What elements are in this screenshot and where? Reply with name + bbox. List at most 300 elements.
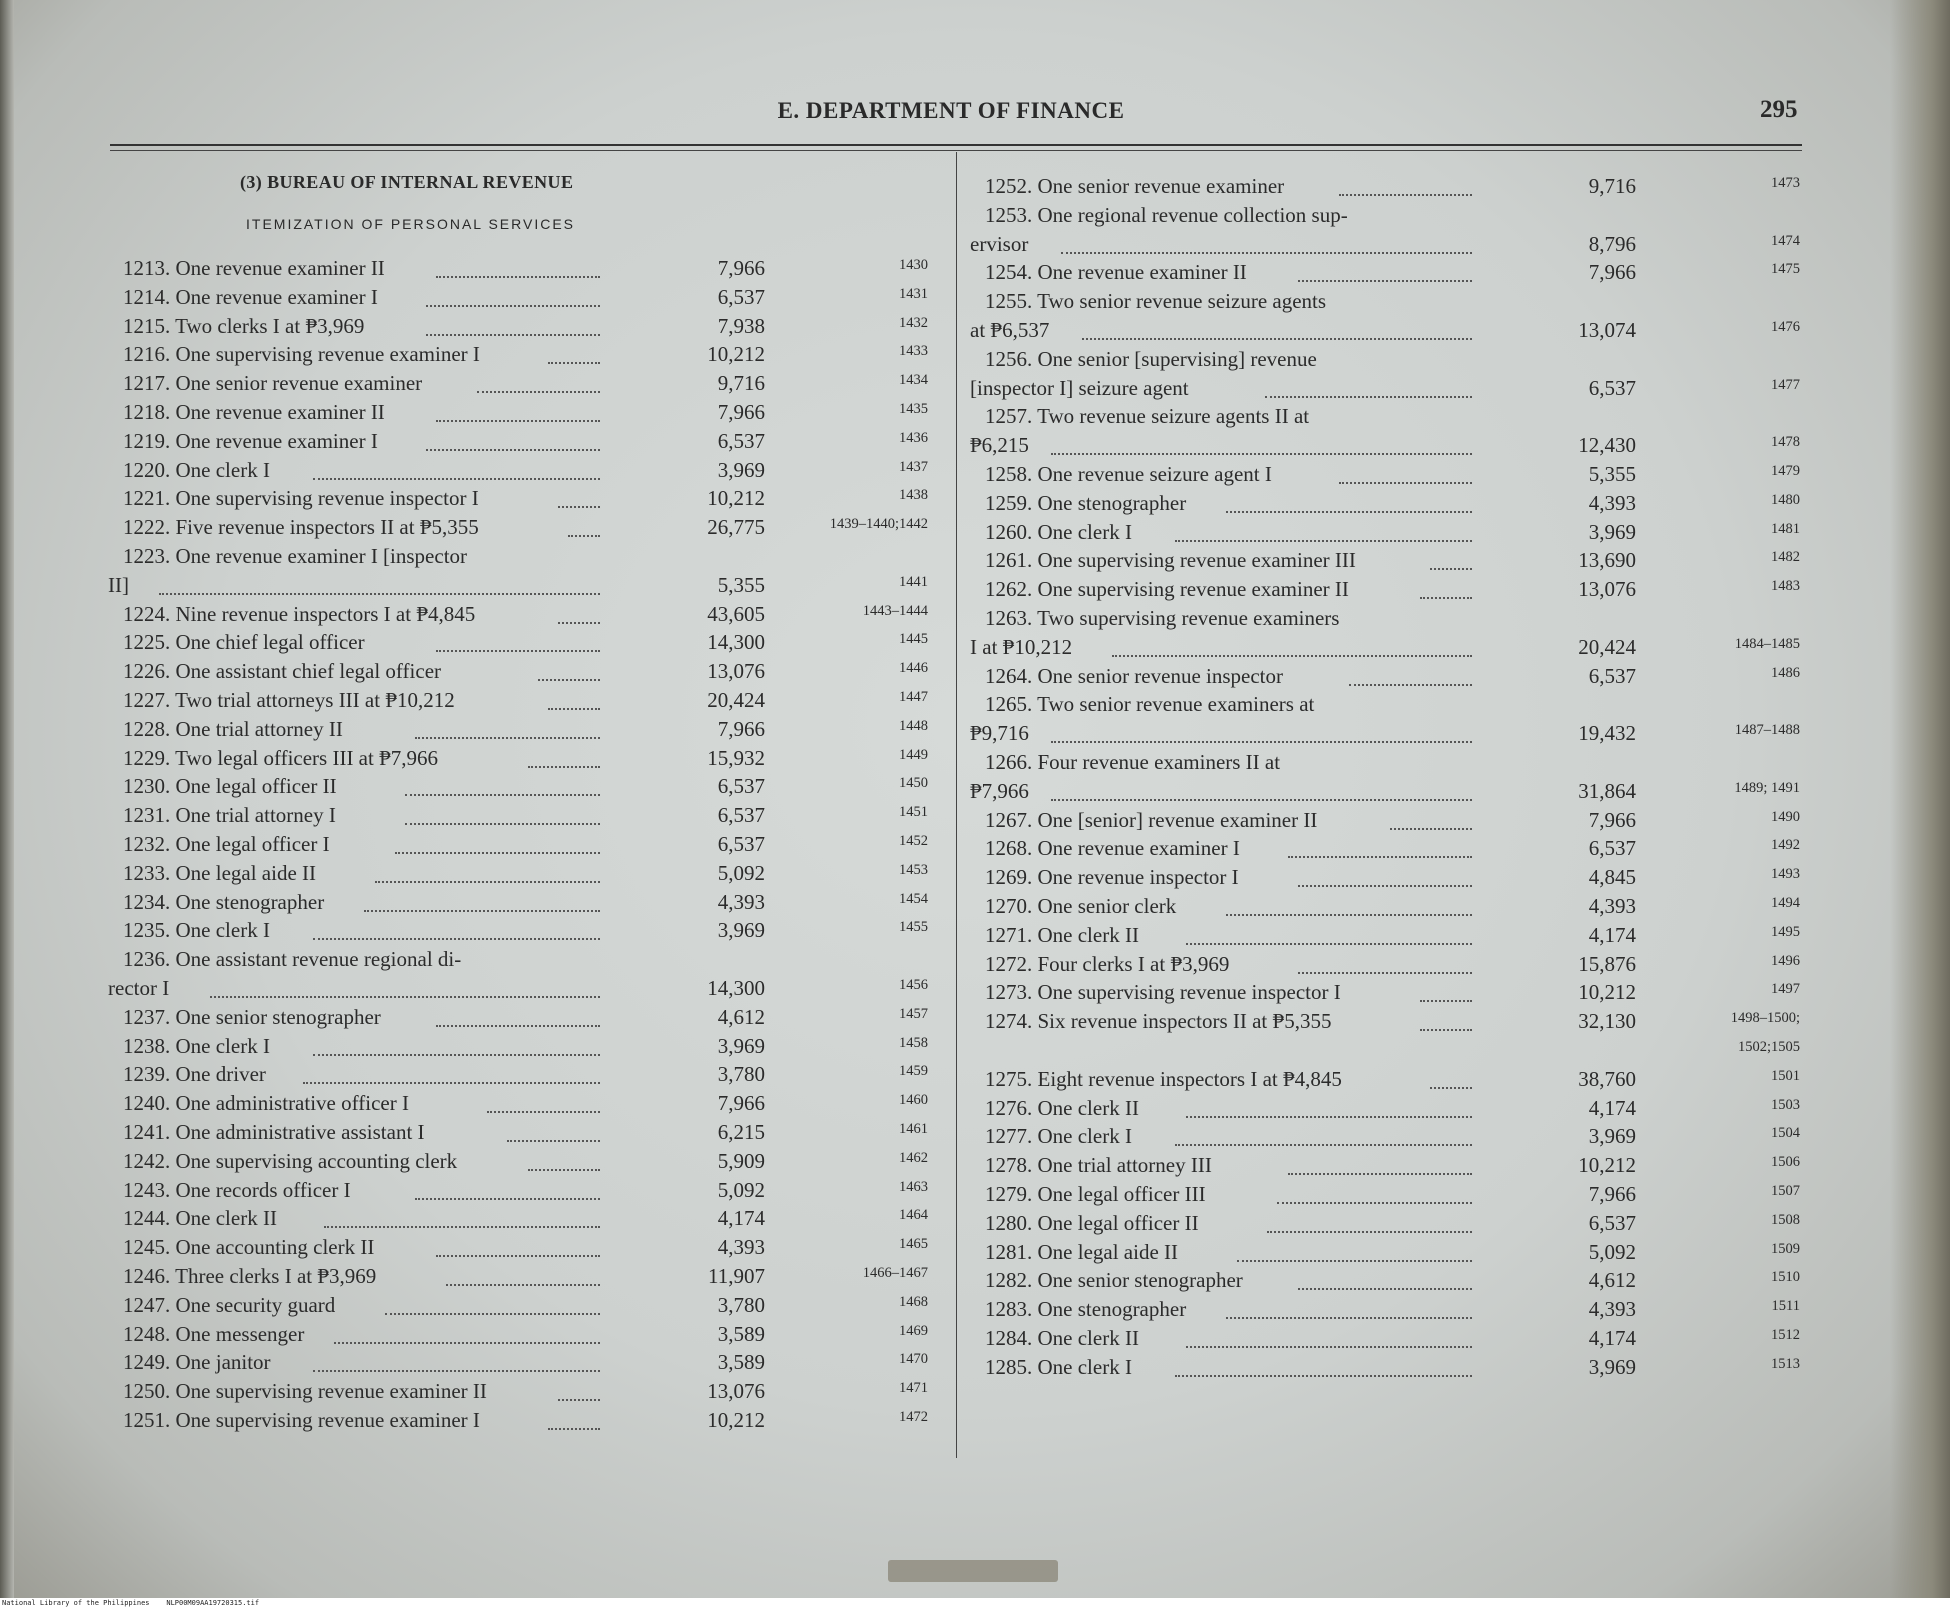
line-item-description-continued: I at ₱10,212 xyxy=(970,634,1073,659)
line-item-reference: 1483 xyxy=(1771,578,1800,595)
line-item-description: 1235. One clerk I xyxy=(123,918,270,943)
line-item-reference: 1450 xyxy=(899,775,928,792)
line-item xyxy=(0,577,1950,606)
dot-leader xyxy=(1051,453,1472,455)
dot-leader xyxy=(1339,194,1472,196)
dot-leader xyxy=(1339,482,1472,484)
line-item xyxy=(0,664,1950,693)
line-item-reference: 1478 xyxy=(1771,434,1800,451)
line-item-amount: 6,537 xyxy=(1588,663,1636,688)
dot-leader xyxy=(1082,338,1472,340)
line-item xyxy=(0,1124,1950,1153)
line-item-description: 1237. One senior stenographer xyxy=(123,1004,381,1029)
line-item-amount: 3,969 xyxy=(1588,519,1636,544)
line-item-reference: 1512 xyxy=(1771,1327,1800,1343)
line-item xyxy=(0,1211,1950,1240)
line-item-amount: 4,174 xyxy=(717,1206,765,1231)
line-item-reference: 1463 xyxy=(899,1178,928,1195)
line-item-reference: 1486 xyxy=(1771,664,1800,681)
line-item-description: 1244. One clerk II xyxy=(123,1206,277,1231)
line-item-amount: 4,174 xyxy=(1588,922,1636,947)
line-item-amount: 32,130 xyxy=(1578,1009,1636,1034)
line-item-reference: 1457 xyxy=(899,1005,928,1022)
dot-leader xyxy=(1298,972,1472,974)
line-item-description: 1248. One messenger xyxy=(123,1321,305,1346)
line-item-reference: 1468 xyxy=(899,1293,928,1310)
line-item-description: 1258. One revenue seizure agent I xyxy=(985,462,1272,486)
line-item-reference: 1458 xyxy=(899,1034,928,1051)
line-item-amount: 3,780 xyxy=(717,1062,765,1087)
line-item-description: 1278. One trial attorney III xyxy=(985,1153,1212,1178)
line-item-description: 1242. One supervising accounting clerk xyxy=(123,1148,458,1173)
line-item-amount: 8,796 xyxy=(1588,231,1636,256)
line-item-description: 1277. One clerk I xyxy=(985,1124,1132,1149)
line-item-description: 1263. Two supervising revenue examiners xyxy=(985,606,1340,630)
line-item xyxy=(0,836,1950,865)
header-rule xyxy=(110,144,1802,146)
line-item-amount: 4,393 xyxy=(1588,490,1636,515)
line-item-reference-continued: 1502;1505 xyxy=(1737,1038,1800,1055)
line-item-reference: 1436 xyxy=(899,429,928,446)
dot-leader xyxy=(1265,396,1472,398)
line-item-amount: 11,907 xyxy=(708,1264,765,1288)
line-item-reference: 1456 xyxy=(899,976,928,993)
dot-leader xyxy=(1420,597,1472,599)
line-item-amount: 7,966 xyxy=(1588,260,1636,285)
line-item-reference: 1432 xyxy=(899,314,928,331)
line-item-reference: 1459 xyxy=(899,1063,928,1080)
line-item-description: 1221. One supervising revenue inspector I xyxy=(123,486,479,511)
line-item-description: 1284. One clerk II xyxy=(985,1326,1139,1350)
line-item-amount: 3,969 xyxy=(1588,1354,1636,1379)
line-item xyxy=(0,894,1950,923)
line-item-reference: 1506 xyxy=(1771,1154,1800,1171)
dot-leader xyxy=(1175,1375,1472,1377)
line-item-amount: 3,969 xyxy=(717,457,765,482)
line-item xyxy=(0,462,1950,491)
line-item-description: 1214. One revenue examiner I xyxy=(123,284,378,309)
line-item-reference: 1445 xyxy=(899,631,928,648)
line-item xyxy=(0,808,1950,837)
line-item-description: 1217. One senior revenue examiner xyxy=(123,371,423,396)
line-item-reference: 1451 xyxy=(899,804,928,821)
line-item-description: 1226. One assistant chief legal officer xyxy=(123,659,442,684)
line-item-amount: 4,174 xyxy=(1588,1095,1636,1120)
line-item-description: 1230. One legal officer II xyxy=(123,774,337,799)
line-item-description: 1240. One administrative officer I xyxy=(123,1091,409,1116)
line-item-description: 1274. Six revenue inspectors II at ₱5,355 xyxy=(985,1009,1332,1034)
line-item-reference: 1461 xyxy=(899,1121,928,1137)
line-item-amount: 9,716 xyxy=(1588,174,1636,198)
line-item-reference: 1466–1467 xyxy=(862,1265,928,1281)
line-item-reference: 1497 xyxy=(1771,981,1800,998)
line-item xyxy=(0,548,1950,577)
dot-leader xyxy=(1420,1029,1472,1031)
line-item-reference: 1437 xyxy=(899,458,928,475)
line-item xyxy=(0,1355,1950,1384)
line-item-reference: 1430 xyxy=(899,257,928,273)
line-item-amount: 7,966 xyxy=(1588,1182,1636,1206)
line-item-amount: 5,355 xyxy=(717,572,765,597)
line-item-amount: 7,966 xyxy=(717,716,765,741)
line-item-description: 1227. Two trial attorneys III at ₱10,212 xyxy=(123,688,455,712)
line-item-description: 1268. One revenue examiner I xyxy=(985,836,1240,861)
dot-leader xyxy=(1288,856,1472,858)
line-item-reference: 1474 xyxy=(1771,232,1800,249)
dot-leader xyxy=(1112,655,1472,657)
line-item-amount: 15,932 xyxy=(707,745,765,770)
line-item-reference: 1492 xyxy=(1771,837,1800,854)
line-item-amount: 19,432 xyxy=(1578,721,1636,746)
line-item-description: 1245. One accounting clerk II xyxy=(123,1235,375,1260)
line-item-reference: 1477 xyxy=(1771,376,1800,393)
line-item-reference: 1481 xyxy=(1771,520,1800,537)
dot-leader xyxy=(1298,1288,1472,1290)
line-item-reference: 1495 xyxy=(1771,923,1800,940)
line-item-amount: 10,212 xyxy=(1578,980,1636,1005)
line-item xyxy=(0,347,1950,405)
line-item-description: 1246. Three clerks I at ₱3,969 xyxy=(123,1264,377,1288)
line-item-description: 1279. One legal officer III xyxy=(985,1182,1206,1206)
line-item-amount: 4,393 xyxy=(1588,894,1636,918)
line-item-description: 1219. One revenue examiner I xyxy=(123,428,378,453)
line-item-description: 1252. One senior revenue examiner xyxy=(985,174,1285,198)
dot-leader xyxy=(558,1399,600,1401)
line-item-description: 1272. Four clerks I at ₱3,969 xyxy=(985,951,1230,976)
line-item-reference: 1496 xyxy=(1771,952,1800,969)
line-item-reference: 1503 xyxy=(1771,1096,1800,1113)
line-item-reference: 1473 xyxy=(1771,175,1800,191)
line-item-amount: 13,076 xyxy=(1578,577,1636,602)
line-item-description: 1260. One clerk I xyxy=(985,519,1132,544)
line-item-reference: 1449 xyxy=(899,746,928,763)
line-item-description: 1256. One senior [supervising] revenue xyxy=(985,346,1317,371)
line-item-description: 1283. One stenographer xyxy=(985,1297,1187,1322)
dot-leader xyxy=(1175,540,1472,542)
line-item-reference: 1434 xyxy=(899,372,928,389)
scan-label: National Library of the Philippines NLP00M09AA19720315.tif xyxy=(2,1599,260,1607)
line-item-description: 1229. Two legal officers III at ₱7,966 xyxy=(123,745,439,770)
line-item-amount: 7,938 xyxy=(717,313,765,338)
line-item-reference: 1446 xyxy=(899,660,928,677)
line-item-description: 1222. Five revenue inspectors II at ₱5,355 xyxy=(123,515,479,540)
line-item-description: 1231. One trial attorney I xyxy=(123,803,336,828)
line-item-reference: 1453 xyxy=(899,861,928,878)
line-item-amount: 7,966 xyxy=(717,1091,765,1116)
line-item-description-continued: ervisor xyxy=(970,231,1029,256)
dot-leader xyxy=(548,1428,600,1430)
line-item-reference: 1431 xyxy=(899,285,928,302)
line-item-amount: 6,215 xyxy=(717,1120,765,1144)
line-item-reference: 1490 xyxy=(1771,808,1800,825)
line-item xyxy=(0,1096,1950,1125)
line-item-reference: 1482 xyxy=(1771,549,1800,566)
line-item-description: 1233. One legal aide II xyxy=(123,860,317,885)
dot-leader xyxy=(1226,511,1472,513)
line-item-amount: 13,076 xyxy=(707,659,765,684)
line-item-description: 1262. One supervising revenue examiner II xyxy=(985,577,1349,602)
line-item-amount: 5,092 xyxy=(717,860,765,885)
line-item-description-continued: ₱7,966 xyxy=(970,778,1029,803)
line-item-description: 1213. One revenue examiner II xyxy=(123,256,385,280)
line-item-amount: 13,690 xyxy=(1578,548,1636,573)
line-item-amount: 10,212 xyxy=(707,486,765,511)
line-item xyxy=(0,174,1950,203)
line-item-amount: 6,537 xyxy=(717,832,765,856)
page-number: 295 xyxy=(1760,96,1798,123)
line-item-description: 1215. Two clerks I at ₱3,969 xyxy=(123,313,365,338)
line-item xyxy=(0,1153,1950,1182)
line-item-amount: 5,092 xyxy=(1588,1239,1636,1264)
line-item-description: 1254. One revenue examiner II xyxy=(985,260,1247,285)
dot-leader xyxy=(1390,828,1472,830)
line-item-reference: 1513 xyxy=(1771,1355,1800,1372)
line-item-amount: 6,537 xyxy=(1588,375,1636,400)
line-item-amount: 20,424 xyxy=(707,688,765,712)
line-item-description: 1255. Two senior revenue seizure agents xyxy=(985,289,1327,314)
line-item-amount: 6,537 xyxy=(717,284,765,309)
section-title: (3) BUREAU OF INTERNAL REVENUE xyxy=(240,172,574,192)
line-item-reference: 1441 xyxy=(899,573,928,590)
dot-leader xyxy=(1175,1144,1472,1146)
page-title: E. DEPARTMENT OF FINANCE xyxy=(777,98,1125,123)
line-item-amount: 4,174 xyxy=(1588,1326,1636,1350)
binding-tab xyxy=(888,1560,1058,1582)
line-item xyxy=(0,1182,1950,1211)
line-item-reference: 1452 xyxy=(899,833,928,849)
dot-leader xyxy=(1349,684,1472,686)
line-item-reference: 1498–1500; xyxy=(1730,1010,1800,1027)
line-item xyxy=(0,1067,1950,1096)
line-item-description: 1247. One security guard xyxy=(123,1292,336,1317)
line-item-amount: 9,716 xyxy=(717,371,765,396)
line-item-amount: 12,430 xyxy=(1578,433,1636,458)
line-item-description: 1216. One supervising revenue examiner I xyxy=(123,342,480,367)
line-item xyxy=(0,692,1950,750)
line-item-description: 1232. One legal officer I xyxy=(123,832,330,856)
line-item-reference: 1448 xyxy=(899,717,928,734)
line-item xyxy=(0,750,1950,808)
line-item-description: 1280. One legal officer II xyxy=(985,1210,1199,1235)
dot-leader xyxy=(1061,252,1472,254)
line-item-amount: 5,355 xyxy=(1588,462,1636,486)
line-item-amount: 4,393 xyxy=(717,1235,765,1260)
dot-leader xyxy=(1226,1317,1472,1319)
line-item-amount: 38,760 xyxy=(1578,1066,1636,1091)
line-item-reference: 1471 xyxy=(899,1380,928,1397)
line-item-amount: 6,537 xyxy=(1588,836,1636,861)
line-item-reference: 1493 xyxy=(1771,866,1800,883)
dot-leader xyxy=(1237,1260,1472,1262)
line-item-reference: 1487–1488 xyxy=(1734,722,1800,739)
line-item-amount: 14,300 xyxy=(707,630,765,655)
line-item-amount: 3,589 xyxy=(717,1321,765,1346)
line-item-description-continued: rector I xyxy=(108,975,170,1000)
line-item-description: 1273. One supervising revenue inspector I xyxy=(985,980,1341,1005)
line-item xyxy=(0,260,1950,289)
line-item xyxy=(0,923,1950,952)
line-item-amount: 6,537 xyxy=(717,428,765,453)
line-item-description: 1285. One clerk I xyxy=(985,1354,1132,1379)
dot-leader xyxy=(1267,1231,1472,1233)
line-item xyxy=(0,1297,1950,1326)
line-item-reference: 1470 xyxy=(899,1351,928,1368)
line-item-description: 1271. One clerk II xyxy=(985,922,1139,947)
line-item xyxy=(0,289,1950,347)
line-item-description: 1228. One trial attorney II xyxy=(123,716,343,741)
line-item-amount: 31,864 xyxy=(1578,778,1636,803)
header-rule-thin xyxy=(110,150,1802,151)
line-item-amount: 14,300 xyxy=(707,975,765,1000)
line-item-description: 1218. One revenue examiner II xyxy=(123,400,385,424)
line-item-reference: 1439–1440;1442 xyxy=(829,516,928,533)
line-item-reference: 1504 xyxy=(1771,1125,1800,1142)
line-item-description: 1259. One stenographer xyxy=(985,490,1187,515)
line-item-description: 1234. One stenographer xyxy=(123,889,325,914)
line-item-reference: 1435 xyxy=(899,401,928,417)
line-item-amount: 43,605 xyxy=(707,601,765,626)
line-item-reference: 1465 xyxy=(899,1236,928,1253)
line-item-reference: 1489; 1491 xyxy=(1734,779,1800,796)
line-item-reference: 1472 xyxy=(899,1409,928,1425)
line-item-reference: 1469 xyxy=(899,1322,928,1339)
line-item-description: 1236. One assistant revenue regional di- xyxy=(123,947,462,972)
line-item-amount: 3,969 xyxy=(717,1033,765,1058)
line-item-amount: 4,393 xyxy=(1588,1297,1636,1322)
line-item-reference: 1447 xyxy=(899,689,928,705)
line-item-amount: 4,612 xyxy=(1588,1268,1636,1293)
line-item-description: 1265. Two senior revenue examiners at xyxy=(985,692,1315,717)
line-item-description: 1281. One legal aide II xyxy=(985,1239,1179,1264)
line-item-description: 1223. One revenue examiner I [inspector xyxy=(123,544,468,568)
line-item-amount: 10,212 xyxy=(707,342,765,367)
line-item-reference: 1507 xyxy=(1771,1183,1800,1199)
line-item-amount: 5,092 xyxy=(717,1177,765,1202)
line-item-reference: 1464 xyxy=(899,1207,928,1224)
section-subtitle: ITEMIZATION OF PERSONAL SERVICES xyxy=(246,216,576,232)
line-item-description-continued: at ₱6,537 xyxy=(970,317,1050,342)
line-item-amount: 3,780 xyxy=(717,1292,765,1317)
line-item-reference: 1476 xyxy=(1771,318,1800,335)
line-item xyxy=(0,606,1950,664)
line-item-reference: 1438 xyxy=(899,487,928,504)
line-item-description: 1224. Nine revenue inspectors I at ₱4,845 xyxy=(123,601,476,626)
line-item-description: 1239. One driver xyxy=(123,1062,266,1087)
line-item-description: 1220. One clerk I xyxy=(123,457,270,482)
line-item-reference: 1462 xyxy=(899,1149,928,1166)
line-item-description: 1276. One clerk II xyxy=(985,1095,1139,1120)
line-item-reference: 1479 xyxy=(1771,463,1800,479)
line-item xyxy=(0,404,1950,462)
dot-leader xyxy=(1186,1116,1472,1118)
dot-leader xyxy=(1430,568,1472,570)
line-item-amount: 4,393 xyxy=(717,889,765,914)
line-item xyxy=(0,1326,1950,1355)
line-item-description: 1243. One records officer I xyxy=(123,1177,351,1202)
line-item-description: 1249. One janitor xyxy=(123,1350,271,1375)
line-item-amount: 6,537 xyxy=(1588,1210,1636,1235)
line-item-amount: 10,212 xyxy=(707,1408,765,1432)
dot-leader xyxy=(1277,1202,1472,1204)
line-item-reference: 1509 xyxy=(1771,1240,1800,1257)
line-item-description: 1266. Four revenue examiners II at xyxy=(985,750,1281,774)
line-item-description: 1225. One chief legal officer xyxy=(123,630,365,655)
line-item-description: 1250. One supervising revenue examiner II xyxy=(123,1379,487,1404)
line-item-description: 1270. One senior clerk xyxy=(985,894,1177,918)
dot-leader xyxy=(1288,1173,1472,1175)
line-item-amount: 4,845 xyxy=(1588,865,1636,890)
line-item-description: 1257. Two revenue seizure agents II at xyxy=(985,404,1310,429)
line-item-amount: 3,969 xyxy=(717,918,765,943)
line-item-reference: 1510 xyxy=(1771,1269,1800,1286)
line-item-description-continued: ₱9,716 xyxy=(970,721,1029,746)
line-item-reference: 1460 xyxy=(899,1092,928,1109)
line-item xyxy=(0,520,1950,549)
line-item xyxy=(0,865,1950,894)
line-item xyxy=(0,203,1950,261)
line-item-amount: 26,775 xyxy=(707,515,765,540)
dot-leader xyxy=(1298,280,1472,282)
line-item xyxy=(0,491,1950,520)
dot-leader xyxy=(1420,1000,1472,1002)
line-item xyxy=(0,952,1950,981)
line-item-description: 1261. One supervising revenue examiner III xyxy=(985,548,1356,573)
line-item-reference: 1454 xyxy=(899,890,928,907)
line-item-description-continued: ₱6,215 xyxy=(970,433,1029,458)
line-item-reference: 1501 xyxy=(1771,1067,1800,1084)
line-item-description: 1267. One [senior] revenue examiner II xyxy=(985,807,1318,832)
line-item-amount: 13,074 xyxy=(1578,317,1636,342)
line-item-description: 1241. One administrative assistant I xyxy=(123,1120,425,1144)
line-item xyxy=(0,980,1950,1009)
line-item-description: 1275. Eight revenue inspectors I at ₱4,845 xyxy=(985,1066,1342,1091)
line-item-reference: 1494 xyxy=(1771,895,1800,911)
line-item-description: 1282. One senior stenographer xyxy=(985,1268,1243,1293)
dot-leader xyxy=(1186,1346,1472,1348)
footer-strip xyxy=(0,1598,1950,1610)
line-item xyxy=(0,1268,1950,1297)
line-item-reference: 1508 xyxy=(1771,1211,1800,1228)
line-item-description: 1251. One supervising revenue examiner I xyxy=(123,1408,480,1432)
line-item-amount: 6,537 xyxy=(717,774,765,799)
line-item-amount: 7,966 xyxy=(1588,807,1636,832)
line-item-amount: 4,612 xyxy=(717,1004,765,1029)
line-item-reference: 1480 xyxy=(1771,491,1800,508)
line-item-amount: 20,424 xyxy=(1578,634,1636,659)
line-item-description: 1238. One clerk I xyxy=(123,1033,270,1058)
line-item-amount: 3,589 xyxy=(717,1350,765,1375)
line-item xyxy=(0,1408,1950,1437)
line-item-amount: 15,876 xyxy=(1578,951,1636,976)
line-item-description-continued: II] xyxy=(108,572,129,597)
dot-leader xyxy=(1186,943,1472,945)
line-item-reference: 1511 xyxy=(1771,1298,1800,1315)
line-item-reference: 1433 xyxy=(899,343,928,360)
line-item-reference: 1443–1444 xyxy=(862,602,928,619)
line-item-reference: 1455 xyxy=(899,919,928,936)
dot-leader xyxy=(1298,885,1472,887)
line-item-description-continued: [inspector I] seizure agent xyxy=(970,375,1189,400)
dot-leader xyxy=(1051,799,1472,801)
line-item-amount: 7,966 xyxy=(717,256,765,280)
line-item-amount: 6,537 xyxy=(717,803,765,828)
dot-leader xyxy=(1051,741,1472,743)
line-item xyxy=(0,1240,1950,1269)
line-item-description: 1253. One regional revenue collection sup- xyxy=(985,202,1348,227)
line-item-amount: 5,909 xyxy=(717,1148,765,1173)
line-item-amount: 3,969 xyxy=(1588,1124,1636,1149)
dot-leader xyxy=(1226,914,1472,916)
